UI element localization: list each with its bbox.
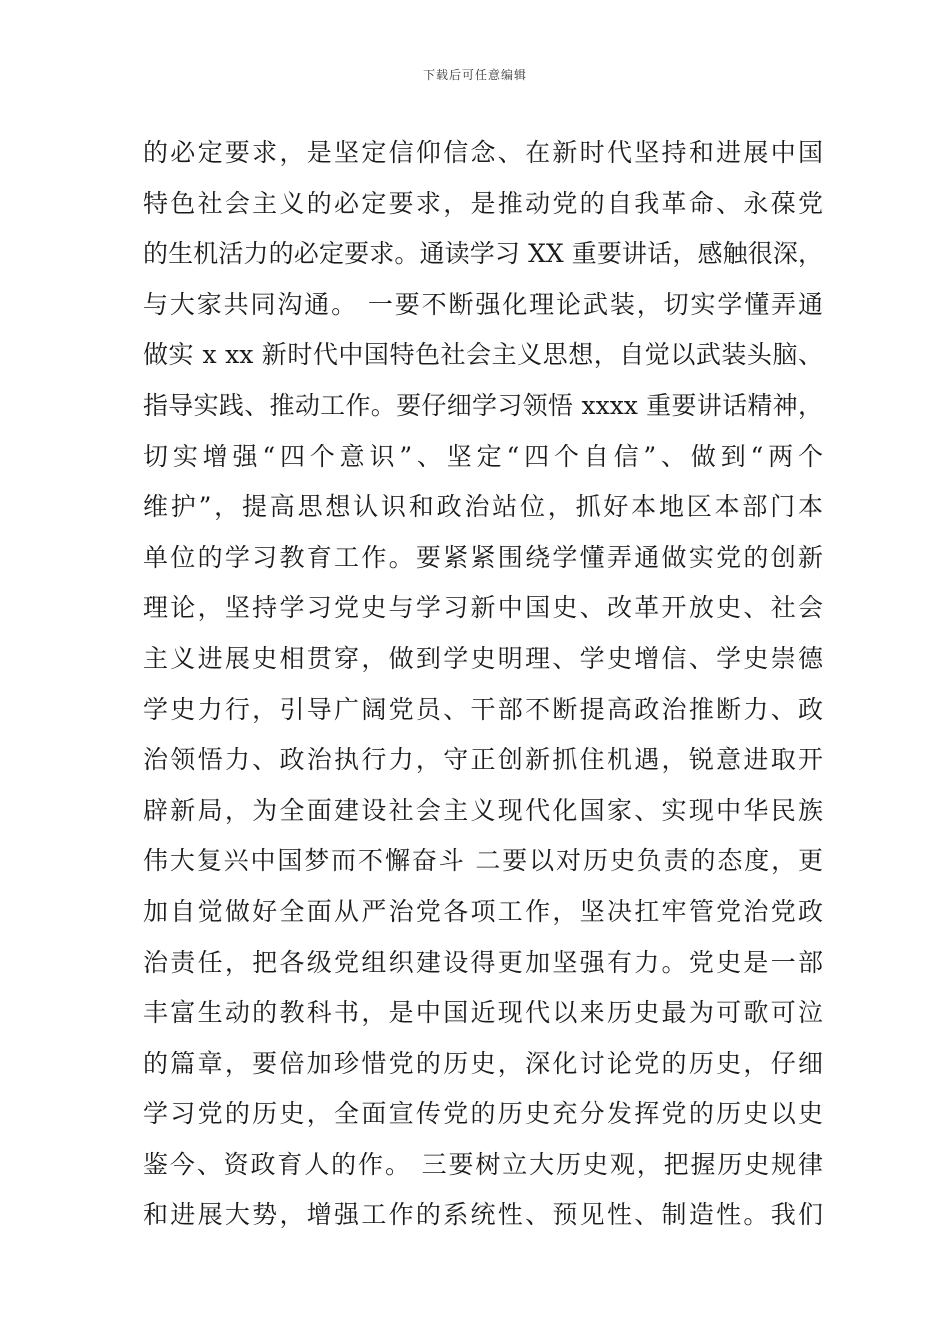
text-line-16: 加自觉做好全面从严治党各项工作，坚决扛牢管党治党政 (143, 896, 823, 926)
text-line-10: 理论，坚持学习党史与学习新中国史、改革开放史、社会 (143, 593, 823, 623)
text-line-19: 的篇章，要倍加珍惜党的历史，深化讨论党的历史，仔细 (143, 1048, 823, 1078)
text-line-6: 指导实践、推动工作。要仔细学习领悟 xxxx 重要讲话精神， (143, 390, 823, 420)
text-line-1: 的必定要求，是坚定信仰信念、在新时代坚持和进展中国 (143, 138, 823, 167)
text-line-11: 主义进展史相贯穿，做到学史明理、学史增信、学史崇德 (143, 643, 823, 673)
document-body (143, 128, 823, 1241)
text-line-7: 切实增强“四个意识”、坚定“四个自信”、做到“两个 (143, 441, 823, 471)
text-line-5: 做实 x xx 新时代中国特色社会主义思想，自觉以武装头脑、 (143, 340, 823, 370)
text-line-17: 治责任，把各级党组织建设得更加坚强有力。党史是一部 (143, 947, 823, 977)
text-line-4: 与大家共同沟通。 一要不断强化理论武装，切实学懂弄通 (143, 289, 823, 319)
text-line-22: 和进展大势，增强工作的系统性、预见性、制造性。我们 (143, 1200, 823, 1230)
text-line-9: 单位的学习教育工作。要紧紧围绕学懂弄通做实党的创新 (143, 542, 823, 572)
text-line-14: 辟新局，为全面建设社会主义现代化国家、实现中华民族 (143, 795, 823, 825)
text-line-12: 学史力行，引导广阔党员、干部不断提高政治推断力、政 (143, 694, 823, 724)
page-header: 下载后可任意编辑 (422, 68, 527, 82)
text-line-18: 丰富生动的教科书，是中国近现代以来历史最为可歌可泣 (143, 998, 823, 1028)
text-line-20: 学习党的历史，全面宣传党的历史充分发挥党的历史以史 (143, 1099, 823, 1129)
text-line-3: 的生机活力的必定要求。通读学习 XX 重要讲话，感触很深， (143, 239, 823, 269)
text-line-8: 维护”，提高思想认识和政治站位，抓好本地区本部门本 (143, 492, 823, 522)
text-line-2: 特色社会主义的必定要求，是推动党的自我革命、永葆党 (143, 188, 823, 218)
text-line-15: 伟大复兴中国梦而不懈奋斗 二要以对历史负责的态度，更 (143, 846, 823, 876)
text-line-21: 鉴今、资政育人的作。 三要树立大历史观，把握历史规律 (143, 1149, 823, 1179)
text-line-13: 治领悟力、政治执行力，守正创新抓住机遇，锐意进取开 (143, 745, 823, 775)
